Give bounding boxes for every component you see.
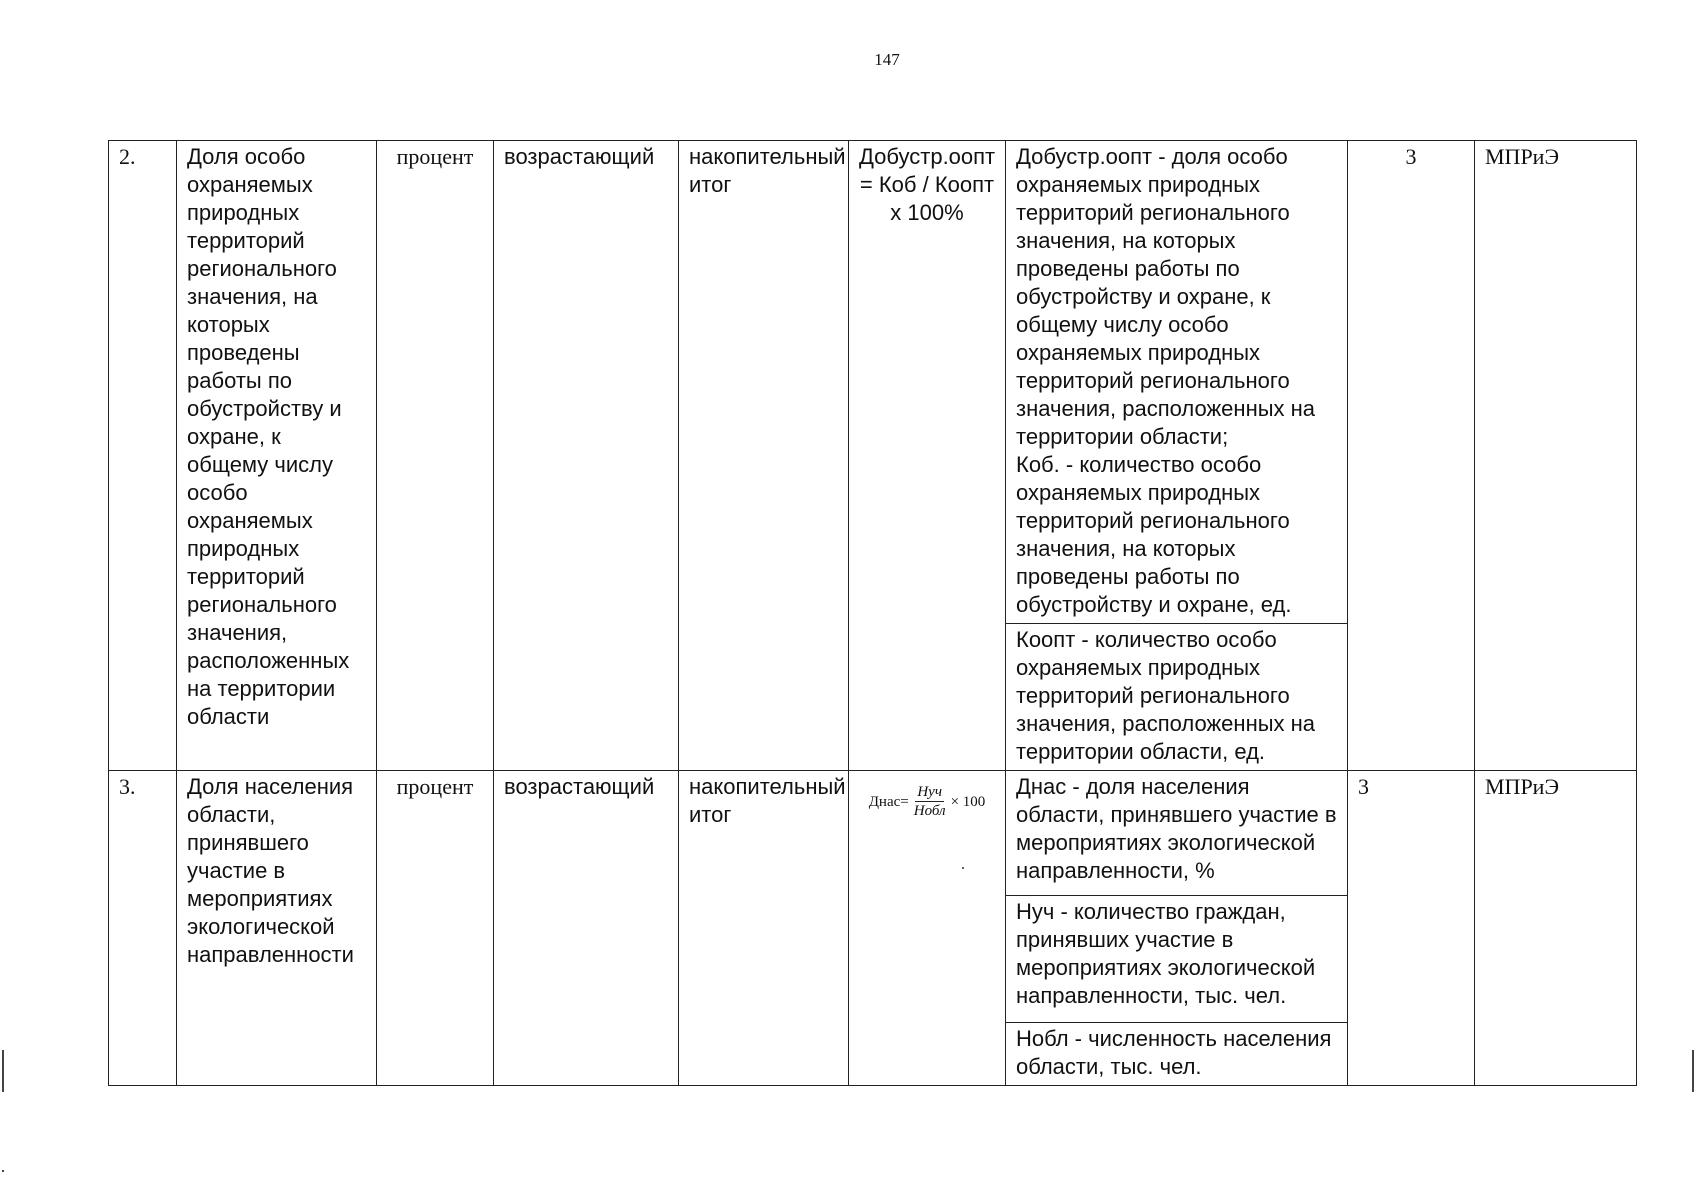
scan-margin-mark [2, 1170, 4, 1172]
table-row [109, 771, 1637, 896]
calc-method: накопительный итог [679, 141, 849, 771]
formula-fraction [912, 783, 948, 820]
page-number: 147 [874, 50, 900, 69]
direction: возрастающий [494, 141, 679, 771]
formula [849, 771, 1006, 1086]
scan-margin-mark [2, 1050, 4, 1092]
responsible: МПРиЭ [1475, 141, 1637, 771]
definition-text: Нобл - численность населения области, тыс. чел. [1006, 1023, 1348, 1086]
formula-tail: × 100 [950, 793, 986, 810]
formula: Добустр.оопт = Коб / Коопт х 100% [849, 141, 1006, 771]
definition-text: Коопт - количество особо охраняемых природных территорий регионального значения, расположенных на территории области, ед. [1006, 624, 1348, 771]
indicator-table [108, 140, 1637, 1086]
responsible: МПРиЭ [1475, 771, 1637, 1086]
row-number: 2. [109, 141, 177, 771]
unit: процент [377, 141, 494, 771]
definition-text: Коб. - количество особо охраняемых природных территорий регионального значения, на которых проведены работы по обустройству и охране, ед. [1016, 452, 1292, 617]
fraction-formula [869, 783, 986, 820]
calc-method: накопительный итог [679, 771, 849, 1086]
formula-denominator: Нобл [913, 803, 946, 819]
definition-text: Днас - доля населения области, принявшего участие в мероприятиях экологической направленности, % [1006, 771, 1348, 896]
indicator-name: Доля особо охраняемых природных территорий регионального значения, на которых проведены работы по обустройству и охране, к общему числу особо охраняемых природных территорий регионального значения, расположенных на территории области [177, 141, 377, 771]
indicator-name: Доля населения области, принявшего участие в мероприятиях экологической направленности [177, 771, 377, 1086]
code: 3 [1348, 771, 1475, 1086]
unit: процент [377, 771, 494, 1086]
stray-dot [962, 867, 964, 869]
row-number: 3. [109, 771, 177, 1086]
definition-text: Добустр.оопт - доля особо охраняемых природных территорий регионального значения, на которых проведены работы по обустройству и охране, к общему числу особо охраняемых природных территорий регионального значения, расположенных на территории области; [1016, 144, 1316, 449]
table-row [109, 141, 1637, 624]
formula-equals: = [900, 793, 909, 810]
code: 3 [1348, 141, 1475, 771]
definition-cell [1006, 141, 1348, 624]
direction: возрастающий [494, 771, 679, 1086]
formula-lhs: Днас [868, 793, 901, 810]
scan-margin-mark [1692, 1050, 1694, 1092]
formula-numerator: Нуч [917, 784, 942, 800]
definition-text: Нуч - количество граждан, принявших участие в мероприятиях экологической направленности, тыс. чел. [1006, 896, 1348, 1023]
